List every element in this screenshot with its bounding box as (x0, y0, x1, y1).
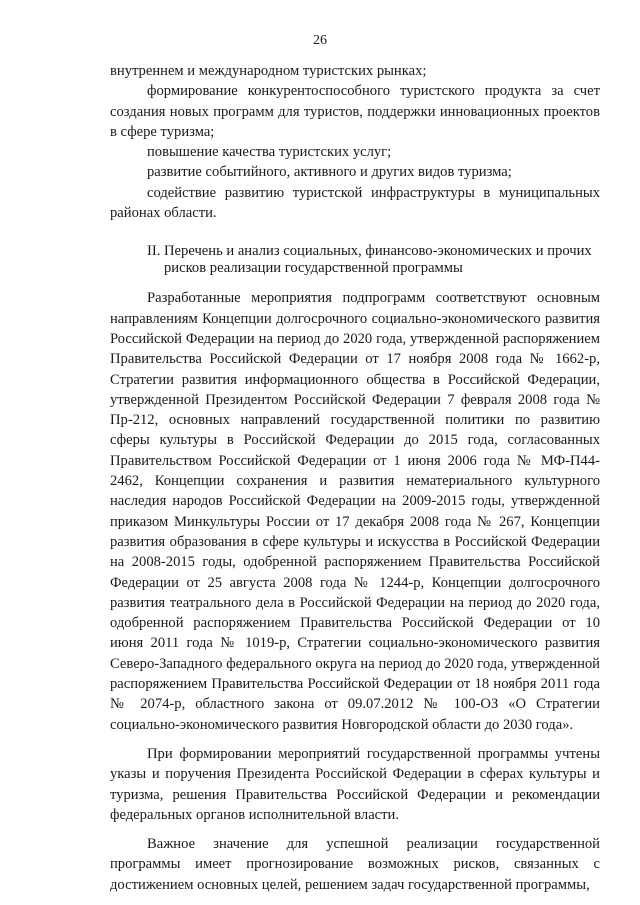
list-item: повышение качества туристских услуг; (147, 144, 392, 161)
section-heading (110, 243, 600, 276)
list-item-continuation: внутреннем и международном туристских рынках; (110, 63, 427, 79)
list-item: формирование конкурентоспособного туристского продукта за счет создания новых программ для туристов, поддержки инновационных проектов в сфере туризма; (110, 83, 600, 140)
section-heading-line-1: II. Перечень и анализ социальных, финансово-экономических и прочих (147, 243, 592, 260)
body-paragraph: Важное значение для успешной реализации государственной программы имеет прогнозирование возможных рисков, связанных с достижением основных целей, решением задач государственной программы, (110, 836, 600, 893)
body-paragraph: При формировании мероприятий государственной программы учтены указы и поручения Президента Российской Федерации в сферах культуры и туризма, решения Правительства Российской Федерации и рекомендации федеральных органов исполнительной власти. (110, 745, 600, 823)
page-content (110, 61, 600, 895)
section-heading-line-2: рисков реализации государственной программы (164, 259, 463, 276)
page-number: 26 (313, 33, 327, 48)
list-item: содействие развитию туристской инфраструктуры в муниципальных районах области. (110, 184, 600, 222)
paragraph-gap (110, 825, 600, 834)
body-paragraph: Разработанные мероприятия подпрограмм соответствуют основным направлениям Концепции долгосрочного социально-экономического развития Российской Федерации на период до 2020 года, утвержденной распоряжением Правительства Российской Федерации от 17 ноября 2008 года № 1662-р, Стратегии развития информационного общества в Российской Федерации, утвержденной Президентом Российской Федерации 7 февраля 2008 года № Пр-212, основных направлений государственной политики по развитию сферы культуры в Российской Федерации до 2015 года, согласованных Правительством Российской Федерации от 1 июня 2006 года № МФ-П44-2462, Концепции сохранения и развития нематериального культурного наследия народов Российской Федерации на 2009-2015 годы, утвержденной приказом Минкультуры России от 17 декабря 2008 года № 267, Концепции развития образования в сфере культуры и искусства в Российской Федерации на 2008-2015 годы, одобренной распоряжением Правительства Российской Федерации от 25 августа 2008 года № 1244-р, Концепции долгосрочного развития театрального дела в Российской Федерации на период до 2020 года, одобренной распоряжением Правительства Российской Федерации от 10 июня 2011 года № 1019-р, Стратегии социально-экономического развития Северо-Западного федерального округа на период до 2020 года, утвержденной распоряжением Правительства Российской Федерации от 18 ноября 2011 года № 2074-р, областного закона от 09.07.2012 № 100-ОЗ «О Стратегии социально-экономического развития Новгородской области до 2030 года». (110, 290, 600, 733)
paragraph-gap (110, 735, 600, 744)
list-item: развитие событийного, активного и других видов туризма; (147, 164, 512, 181)
